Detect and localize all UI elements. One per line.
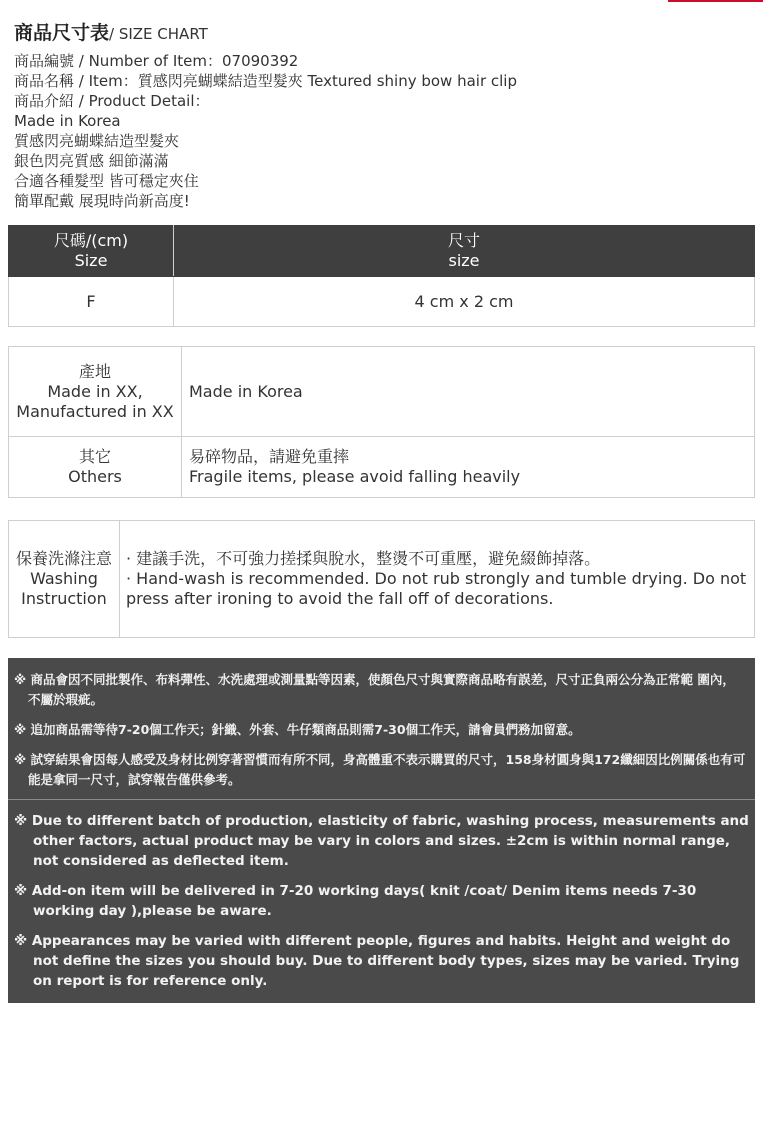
table-row xyxy=(9,277,755,327)
origin-label xyxy=(9,347,182,437)
dimension-cell: 4 cm x 2 cm xyxy=(174,277,755,327)
title-en: / SIZE CHART xyxy=(109,25,208,43)
table-row xyxy=(9,521,755,638)
others-value-cn: 易碎物品，請避免重摔 xyxy=(189,447,350,466)
wash-instruction-cn: · 建議手洗，不可強力搓揉與脫水，整燙不可重壓，避免綴飾掉落。 xyxy=(126,549,601,568)
product-detail-label: 商品介紹 / Product Detail： xyxy=(14,92,210,110)
others-value xyxy=(182,437,755,498)
detail-line: 質感閃亮蝴蝶結造型髮夾 xyxy=(14,132,180,150)
note-item: ※ 商品會因不同批製作、布料彈性、水洗處理或測量點等因素，使顏色尺寸與實際商品略有誤差，尺寸正負兩公分為正常範 圍內，不屬於瑕疵。 xyxy=(14,672,735,707)
note-item: ※ Add-on item will be delivered in 7-20 working days( knit /coat/ Denim items needs 7-30 working day ),please be aware. xyxy=(14,883,697,919)
size-cell: F xyxy=(9,277,174,327)
table-row xyxy=(9,347,755,437)
product-info xyxy=(14,51,754,211)
others-label-en: Others xyxy=(68,467,122,486)
wash-instructions xyxy=(120,521,755,638)
origin-label-cn: 產地 xyxy=(78,361,111,381)
size-table-header xyxy=(9,226,755,277)
dimension-column-header xyxy=(174,226,755,277)
item-number: 商品編號 / Number of Item：07090392 xyxy=(14,52,299,70)
dimension-header-en: size xyxy=(448,251,480,270)
size-column-header xyxy=(9,226,174,277)
note-item: ※ 追加商品需等待7-20個工作天；針織、外套、牛仔類商品則需7-30個工作天，請會員們務加留意。 xyxy=(14,722,581,737)
note-item: ※ Due to different batch of production, elasticity of fabric, washing process, measurements and other factors, actual product may be vary in colors and sizes. ±2cm is within normal range, not considered as deflected item. xyxy=(14,813,749,869)
wash-label-cn: 保養洗滌注意 xyxy=(15,549,112,568)
notes-cn xyxy=(8,658,755,799)
origin-table xyxy=(8,346,755,498)
item-name: 商品名稱 / Item：質感閃亮蝴蝶結造型髮夾 Textured shiny bow hair clip xyxy=(14,72,517,90)
table-row xyxy=(9,437,755,498)
others-label xyxy=(9,437,182,498)
wash-label xyxy=(9,521,120,638)
product-header xyxy=(14,20,754,211)
note-item: ※ 試穿結果會因每人感受及身材比例穿著習慣而有所不同，身高體重不表示購買的尺寸，158身材圓身與172纖細因比例關係也有可能是拿同一尺寸，試穿報告僅供參考。 xyxy=(14,752,746,787)
wash-instruction-en: · Hand-wash is recommended. Do not rub strongly and tumble drying. Do not press after ironing to avoid the fall off of decorations. xyxy=(126,569,747,608)
detail-line: 合適各種髮型 皆可穩定夾住 xyxy=(14,172,199,190)
origin-value: Made in Korea xyxy=(182,347,755,437)
size-table xyxy=(8,225,755,327)
dimension-header-cn: 尺寸 xyxy=(447,231,480,250)
wash-label-en: Washing Instruction xyxy=(21,569,107,608)
notes-panel xyxy=(8,658,755,1003)
notes-en xyxy=(8,800,755,1003)
detail-line: 銀色閃亮質感 細節滿滿 xyxy=(14,152,169,170)
size-header-cn: 尺碼/(cm) xyxy=(53,231,129,250)
top-accent-bar xyxy=(668,0,763,2)
note-item: ※ Appearances may be varied with different people, figures and habits. Height and weight do not define the sizes you should buy. Due to different body types, sizes may be varied. Trying on report is for reference only. xyxy=(14,933,740,989)
title-cn: 商品尺寸表 xyxy=(14,22,110,44)
size-header-en: Size xyxy=(74,251,108,270)
page-title xyxy=(14,20,754,46)
detail-line: 簡單配戴 展現時尚新高度! xyxy=(14,192,190,210)
detail-line: Made in Korea xyxy=(14,112,121,130)
others-label-cn: 其它 xyxy=(78,447,111,466)
others-value-en: Fragile items, please avoid falling heavily xyxy=(189,467,521,486)
origin-label-en: Made in XX, Manufactured in XX xyxy=(16,381,174,421)
wash-table xyxy=(8,520,755,638)
